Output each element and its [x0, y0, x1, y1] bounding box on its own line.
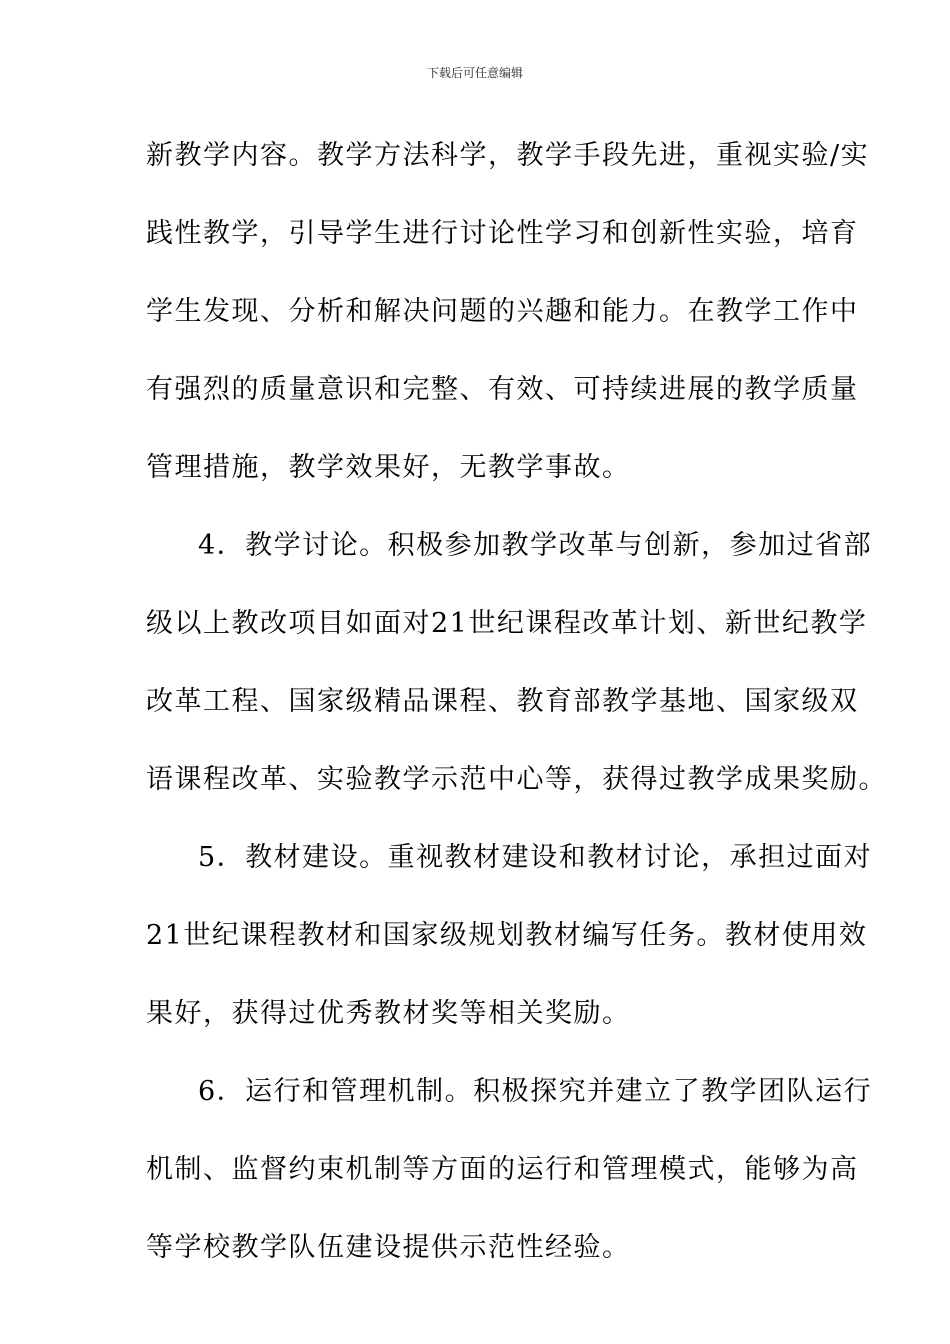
document-body: [146, 132, 887, 1271]
text-line: 改革工程、国家级精品课程、教育部教学基地、国家级双: [146, 686, 859, 717]
page-header: 下载后可任意编辑: [426, 66, 523, 80]
text-line: 果好，获得过优秀教材奖等相关奖励。: [146, 998, 631, 1029]
text-line: 21世纪课程教材和国家级规划教材编写任务。教材使用效: [146, 920, 868, 951]
paragraph-4-start: 4．教学讨论。积极参加教学改革与创新，参加过省部: [198, 530, 873, 561]
text-line: 等学校教学队伍建设提供示范性经验。: [146, 1232, 631, 1263]
text-line: 新教学内容。教学方法科学，教学手段先进，重视实验/实: [146, 140, 870, 171]
text-line: 级以上教改项目如面对21世纪课程改革计划、新世纪教学: [146, 608, 868, 639]
text-line: 语课程改革、实验教学示范中心等，获得过教学成果奖励。: [146, 764, 887, 795]
text-line: 有强烈的质量意识和完整、有效、可持续进展的教学质量: [146, 374, 859, 405]
text-line: 践性教学，引导学生进行讨论性学习和创新性实验，培育: [146, 218, 859, 249]
paragraph-6-start: 6．运行和管理机制。积极探究并建立了教学团队运行: [198, 1076, 873, 1107]
text-line: 学生发现、分析和解决问题的兴趣和能力。在教学工作中: [146, 296, 859, 327]
text-line: 机制、监督约束机制等方面的运行和管理模式，能够为高: [146, 1154, 859, 1185]
paragraph-5-start: 5．教材建设。重视教材建设和教材讨论，承担过面对: [198, 842, 873, 873]
text-line: 管理措施，教学效果好，无教学事故。: [146, 452, 631, 483]
